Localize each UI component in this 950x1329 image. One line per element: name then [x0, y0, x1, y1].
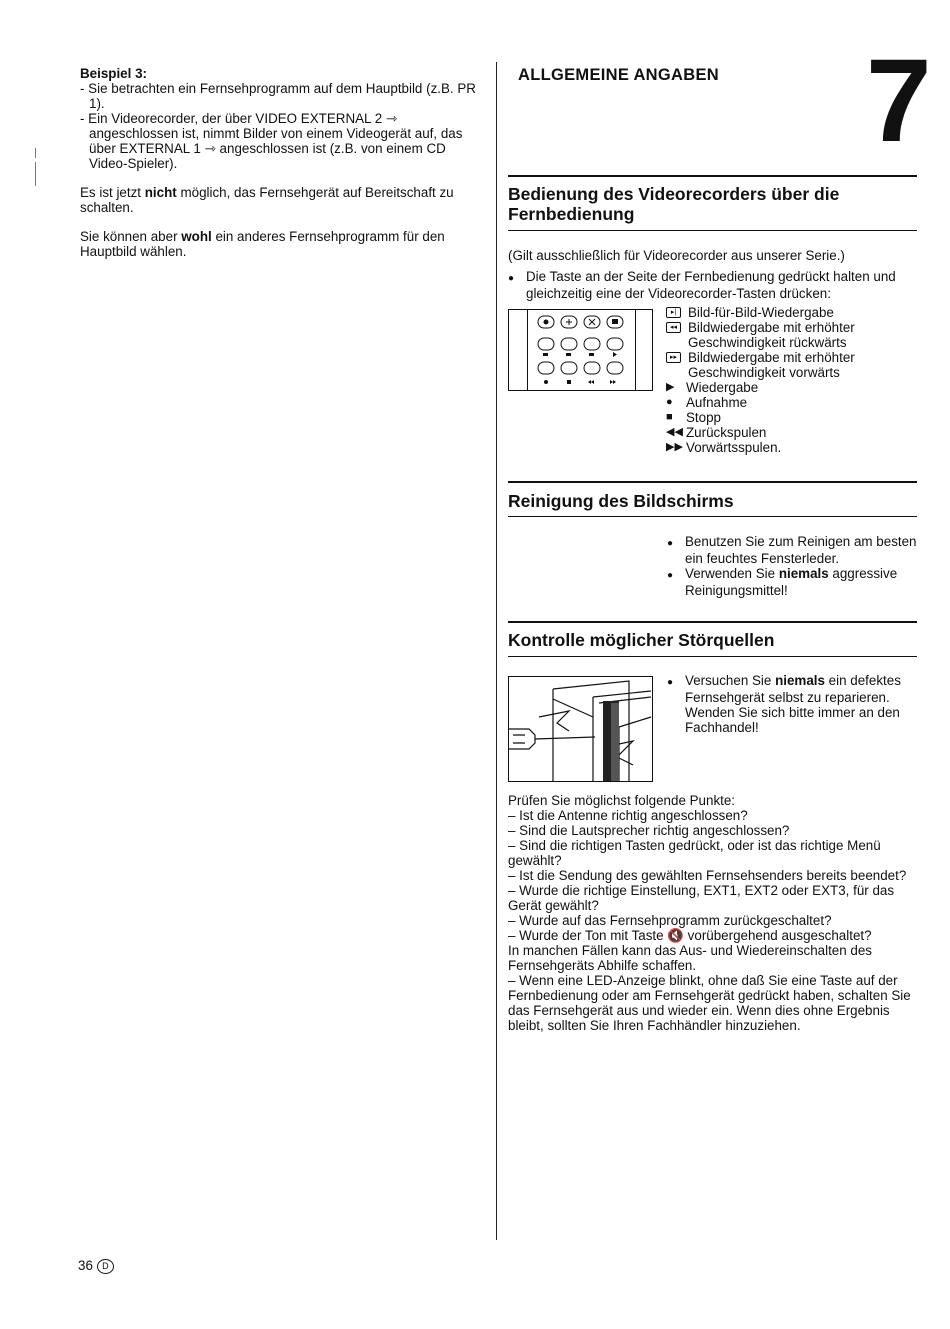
bullet-item: ● Versuchen Sie niemals ein defektes Fernsehgerät selbst zu reparieren. Wenden Sie sich bitte immer an den Fachhandel! — [667, 673, 943, 735]
fast-forward-play-icon: ▸▸ — [666, 352, 681, 363]
checklist-line: – Ist die Antenne richtig angeschlossen? — [508, 808, 748, 823]
fast-reverse-play-icon: ◂◂ — [666, 322, 681, 333]
checklist-line: – Wurde der Ton mit Taste 🔇 vorübergehend ausgeschaltet? — [508, 928, 872, 943]
frame-step-icon: ▸| — [666, 307, 681, 318]
checklist-line: – Wurde die richtige Einstellung, EXT1, EXT2 oder EXT3, für das Gerät gewählt? — [508, 883, 895, 913]
legend-item: ▶ Wiedergabe — [666, 380, 759, 395]
example-item: - Ein Videorecorder, der über VIDEO EXTERNAL 2 ⇾ angeschlossen ist, nimmt Bilder von einem Videogerät auf, das über EXTERNAL 1 ⇾ angeschlossen ist (z.B. von einem CD Video-Spieler). — [80, 111, 463, 171]
checklist-line: In manchen Fällen kann das Aus- und Wiedereinschalten des Fernsehgeräts Abhilfe schaffen. — [508, 943, 872, 973]
section-rule — [508, 230, 917, 231]
margin-mark — [35, 162, 36, 186]
legend-item: ◂◂ Bildwiedergabe mit erhöhter Geschwindigkeit rückwärts — [666, 320, 926, 350]
section-title: Reinigung des Bildschirms — [508, 491, 734, 511]
section-rule — [508, 656, 917, 657]
checklist-line: – Wurde auf das Fernsehprogramm zurückgeschaltet? — [508, 913, 832, 928]
paragraph: Sie können aber wohl ein anderes Fernsehprogramm für den Hauptbild wählen. — [80, 229, 445, 259]
checklist — [508, 793, 920, 1033]
language-badge: D — [97, 1259, 114, 1274]
stop-icon: ■ — [666, 411, 673, 423]
play-icon: ▶ — [666, 381, 675, 393]
example-item: - Sie betrachten ein Fernsehprogramm auf dem Hauptbild (z.B. PR 1). — [80, 81, 476, 111]
remote-control-diagram — [508, 309, 653, 391]
repair-warning-illustration — [508, 676, 653, 782]
screwdriver-tv-icon — [509, 677, 652, 781]
legend-item: ▶▶ Vorwärtsspulen. — [666, 440, 782, 455]
section-title: Bedienung des Videorecorders über die Fernbedienung — [508, 184, 840, 224]
checklist-line: – Wenn eine LED-Anzeige blinkt, ohne daß Sie eine Taste auf der Fernbedienung oder am Fernsehgerät gedrückt haben, schalten Sie das Fernsehgerät aus und wieder ein. Wenn dies ohne Ergebnis bleibt, sollten Sie Ihren Fachhändler hinzuziehen. — [508, 973, 911, 1033]
chapter-number: 7 — [866, 35, 932, 167]
column-divider — [496, 62, 497, 1240]
page-footer — [78, 1258, 114, 1274]
section-rule — [508, 481, 917, 483]
checklist-line: – Ist die Sendung des gewählten Fernsehsenders bereits beendet? — [508, 868, 907, 883]
record-icon: ● — [666, 396, 673, 408]
legend-item: ● Aufnahme — [666, 395, 748, 410]
remote-buttons-icon — [528, 310, 635, 390]
legend-item: ◀◀ Zurückspulen — [666, 425, 767, 440]
bullet-item: ● Benutzen Sie zum Reinigen am besten ein feuchtes Fensterleder. — [667, 534, 922, 566]
section-header-title: ALLGEMEINE ANGABEN — [518, 66, 719, 84]
bullet-item: ● Die Taste an der Seite der Fernbedienung gedrückt halten und gleichzeitig eine der Videorecorder-Tasten drücken: — [508, 269, 941, 301]
note: (Gilt ausschließlich für Videorecorder aus unserer Serie.) — [508, 248, 845, 263]
remote-legend — [666, 305, 926, 455]
section-rule — [508, 621, 917, 623]
legend-item: ▸▸ Bildwiedergabe mit erhöhter Geschwindigkeit vorwärts — [666, 350, 926, 380]
fast-forward-icon: ▶▶ — [666, 441, 683, 453]
cleaning-bullets — [667, 534, 922, 598]
rewind-icon: ◀◀ — [666, 426, 683, 438]
checklist-line: – Sind die Lautsprecher richtig angeschlossen? — [508, 823, 790, 838]
section-rule — [508, 175, 917, 177]
checklist-line: Prüfen Sie möglichst folgende Punkte: — [508, 793, 736, 808]
page-number: 36 — [78, 1258, 93, 1273]
section-title: Kontrolle möglicher Störquellen — [508, 630, 775, 650]
bullet-item: ● Verwenden Sie niemals aggressive Reinigungsmittel! — [667, 566, 922, 598]
margin-mark — [35, 148, 36, 158]
checklist-line: – Sind die richtigen Tasten gedrückt, oder ist das richtige Menü gewählt? — [508, 838, 881, 868]
paragraph: Es ist jetzt nicht möglich, das Fernsehgerät auf Bereitschaft zu schalten. — [80, 185, 454, 215]
example-title: Beispiel 3: — [80, 66, 147, 81]
section-rule — [508, 516, 917, 517]
legend-item: ■ Stopp — [666, 410, 721, 425]
left-column — [80, 66, 480, 273]
legend-item: ▸| Bild-für-Bild-Wiedergabe — [666, 305, 926, 320]
